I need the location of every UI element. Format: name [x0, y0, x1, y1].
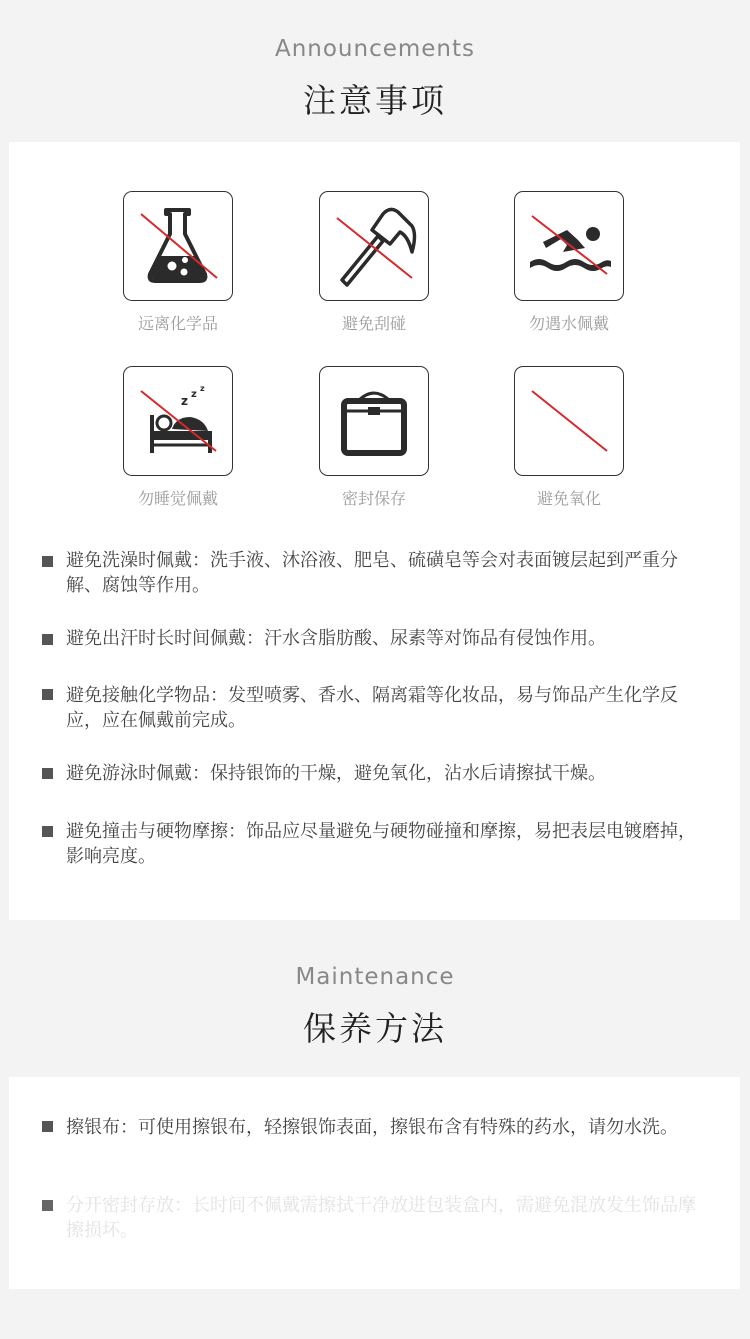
maintenance-title-en: Maintenance — [295, 964, 455, 990]
list-item: 擦银布：可使用擦银布，轻擦银饰表面，擦银布含有特殊的药水，请勿水洗。 — [66, 1117, 678, 1138]
icon-label-sealed: 密封保存 — [341, 489, 406, 508]
announcements-card — [9, 142, 740, 920]
icon-label-hammer: 避免刮碰 — [341, 314, 406, 333]
icon-label-swimmer: 勿遇水佩戴 — [528, 314, 609, 333]
oxidation-icon — [514, 366, 624, 476]
list-item: 避免撞击与硬物摩擦：饰品应尽量避免与硬物碰撞和摩擦，易把表层电镀磨掉，影响亮度。 — [66, 821, 696, 867]
bullet-marker — [42, 1200, 53, 1211]
announcements-title-en: Announcements — [274, 36, 476, 62]
icon-label-sleeping: 勿睡觉佩戴 — [137, 489, 218, 508]
sealed-box-icon — [319, 366, 429, 476]
hammer-icon — [319, 191, 429, 301]
bullet-marker — [42, 768, 53, 779]
icon-label-chemical: 远离化学品 — [137, 314, 218, 333]
maintenance-card — [9, 1077, 740, 1289]
bullet-marker — [42, 1121, 53, 1132]
announcements-title-zh: 注意事项 — [303, 81, 447, 120]
icon-label-oxidation: 避免氧化 — [536, 489, 601, 508]
list-item: 避免游泳时佩戴：保持银饰的干燥，避免氧化，沾水后请擦拭干燥。 — [66, 763, 606, 784]
bullet-marker — [42, 556, 53, 567]
svg-text:z: z — [191, 389, 197, 400]
svg-text:z: z — [181, 394, 188, 408]
maintenance-title-zh: 保养方法 — [303, 1009, 447, 1048]
svg-text:z: z — [200, 384, 205, 393]
list-item: 避免出汗时长时间佩戴：汗水含脂肪酸、尿素等对饰品有侵蚀作用。 — [66, 628, 606, 649]
swimmer-icon — [514, 191, 624, 301]
list-item: 避免洗澡时佩戴：洗手液、沐浴液、肥皂、硫磺皂等会对表面镀层起到严重分解、腐蚀等作用。 — [66, 550, 678, 596]
list-item: 分开密封存放：长时间不佩戴需擦拭干净放进包装盒内，需避免混放发生饰品摩擦损坏。 — [66, 1195, 696, 1241]
sleeping-bed-icon — [123, 366, 233, 476]
chemical-flask-icon — [123, 191, 233, 301]
bullet-marker — [42, 634, 53, 645]
list-item: 避免接触化学物品：发型喷雾、香水、隔离霜等化妆品，易与饰品产生化学反应，应在佩戴前完成。 — [66, 685, 678, 731]
bullet-marker — [42, 689, 53, 700]
bullet-marker — [42, 826, 53, 837]
